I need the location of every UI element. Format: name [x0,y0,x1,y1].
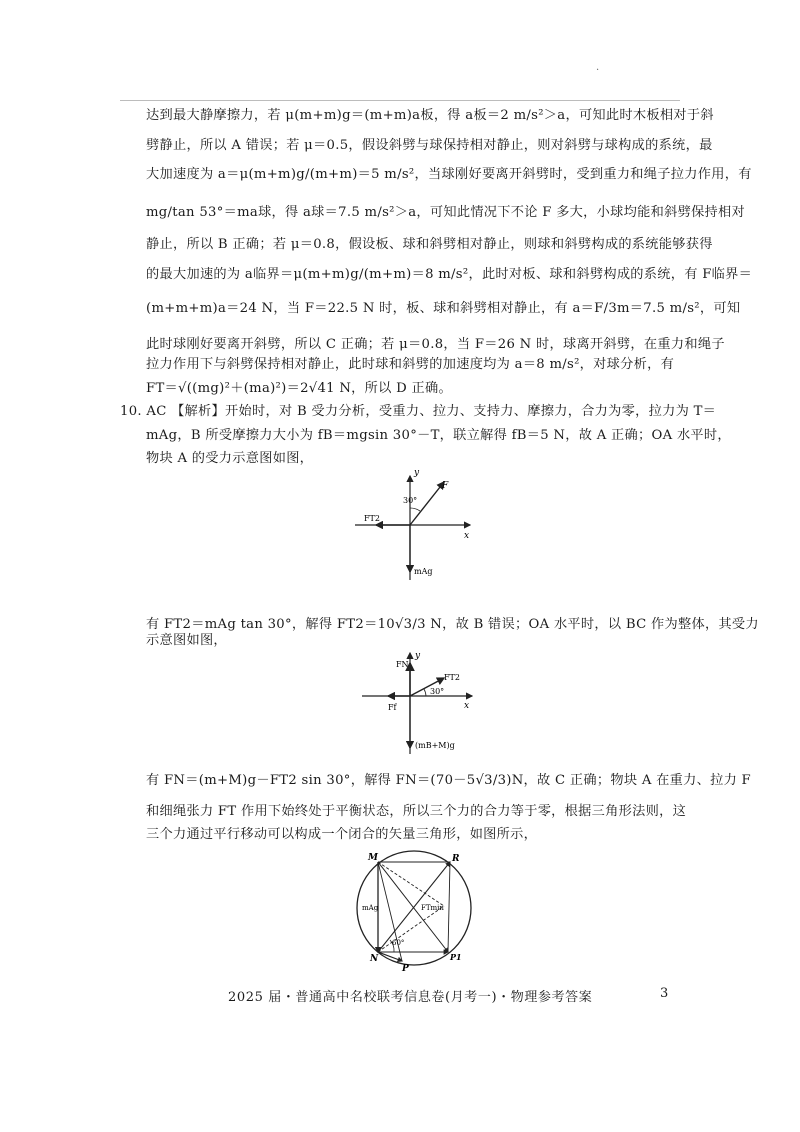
text-line-6: 的最大加速的为 a临界＝μ(m+m)g/(m+m)＝8 m/s²，此时对板、球和斜劈构成的系统，有 F临界＝ [146,267,753,282]
f-label: F [442,481,449,491]
header-rule [120,100,680,101]
page-footer: 2025 届・普通高中名校联考信息卷(月考一)・物理参考答案 [228,990,593,1005]
point-p1-label: P1 [450,952,462,962]
text-line-2: 劈静止，所以 A 错误；若 μ＝0.5，假设斜劈与球保持相对静止，则对斜劈与球构成的系统，最 [146,138,713,153]
ft2-label: FT2 [444,673,460,682]
angle-label: 30° [403,496,418,505]
dashed-fmin [378,906,444,952]
weight-label: (mB+M)g [415,741,455,750]
force-diagram-a [350,470,480,582]
text-line-16: 有 FN＝(m+M)g－FT2 sin 30°，解得 FN＝(70－5√3/3)N，故 C 正确；物块 A 在重力、拉力 F [146,773,752,788]
text-line-3: 大加速度为 a＝μ(m+m)g/(m+m)＝5 m/s²，当球刚好要离开斜劈时，受到重力和绳子拉力作用，有 [146,167,752,182]
text-line-1: 达到最大静摩擦力，若 μ(m+m)g＝(m+m)a板，得 a板＝2 m/s²＞a，可知此时木板相对于斜 [146,108,714,123]
x-label: x [464,531,470,541]
text-line-8: 此时球刚好要离开斜劈，所以 C 正确；若 μ＝0.8，当 F＝26 N 时，球离开斜劈，在重力和绳子 [146,337,725,352]
ft2-label: FT2 [364,514,380,523]
page-number: 3 [660,986,669,1001]
text-line-12: mAg，B 所受摩擦力大小为 fB＝mgsin 30°－T，联立解得 fB＝5 N，故 A 正确；OA 水平时， [146,428,731,443]
text-line-10: FT＝√((mg)²＋(ma)²)＝2√41 N，所以 D 正确。 [146,381,452,396]
point-r-label: R [452,854,460,864]
text-line-7: (m+m+m)a＝24 N，当 F＝22.5 N 时，板、球和斜劈相对静止，有 a＝F/3m＝7.5 m/s²，可知 [146,301,741,316]
ff-label: Ff [388,703,397,712]
mag-label: mAg [362,904,379,912]
x-label: x [464,701,470,711]
text-line-14: 有 FT2＝mAg tan 30°，解得 FT2＝10√3/3 N，故 B 错误；OA 水平时，以 BC 作为整体，其受力 [146,617,759,632]
right-chord [448,862,450,952]
text-line-9: 拉力作用下与斜劈保持相对静止，此时球和斜劈的加速度均为 a＝8 m/s²，对球分析，有 [146,357,675,372]
mag-label: mAg [414,567,433,576]
point-n-label: N [370,954,379,964]
point-m-label: M [368,853,378,863]
y-label: y [414,470,420,478]
text-line-11: 10. AC 【解析】开始时，对 B 受力分析，受重力、拉力、支持力、摩擦力，合力为零，拉力为 T＝ [120,404,717,419]
force-diagram-bc [360,648,490,756]
vector-triangle-circle [354,848,474,972]
y-label: y [415,651,421,661]
text-line-4: mg/tan 53°＝ma球，得 a球＝7.5 m/s²＞a，可知此情况下不论 F 多大，小球均能和斜劈保持相对 [146,205,746,220]
text-line-13: 物块 A 的受力示意图如图， [146,451,314,466]
point-p-label: P [402,964,409,972]
dashed-chord [378,862,444,906]
text-line-18: 三个力通过平行移动可以构成一个闭合的矢量三角形，如图所示， [146,827,538,842]
fmin-label: FTmin [421,904,444,912]
text-line-17: 和细绳张力 FT 作用下始终处于平衡状态，所以三个力的合力等于零，根据三角形法则，这 [146,804,687,819]
header-mark: . [596,62,600,73]
fn-label: FN [396,660,409,669]
text-line-15: 示意图如图， [146,633,227,648]
angle-label: 60° [392,939,405,947]
angle-label: 30° [430,687,445,696]
text-line-5: 静止，所以 B 正确；若 μ＝0.8，假设板、球和斜劈相对静止，则球和斜劈构成的系统能够获得 [146,237,713,252]
